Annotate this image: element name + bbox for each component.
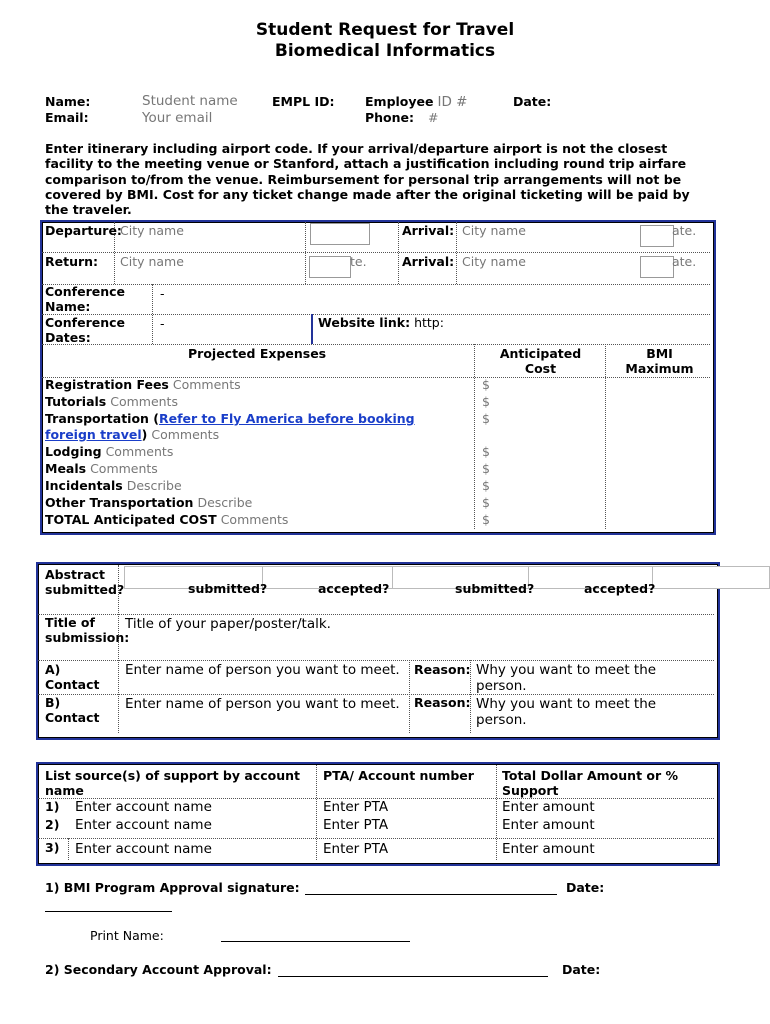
itinerary-instructions: Enter itinerary including airport code. If your arrival/departure airport is not the closest facility to the meeting venue or Stanford, attach a justification including round trip airfare comparison to/from the venue. Reimbursement for personal trip arrangements will not be covered by BMI. Cost for any ticket change made after the original ticketing will be paid by the traveler. (45, 141, 690, 218)
website-field[interactable] (318, 315, 444, 330)
emplid-label: EMPL ID: (272, 94, 335, 109)
conference-dates-label: Conference Dates: (45, 315, 126, 345)
expense-row-total[interactable]: TOTAL Anticipated COST Comments (45, 512, 289, 527)
projected-expenses-header: Projected Expenses (188, 346, 327, 361)
abstract-extra-field[interactable] (652, 566, 770, 589)
amount-field[interactable]: Enter amount (502, 817, 595, 833)
arrival2-date-field[interactable] (640, 256, 674, 278)
title-of-submission-field[interactable]: Title of your paper/poster/talk. (125, 616, 331, 632)
fly-america-link-cont[interactable]: foreign travel (45, 427, 142, 442)
pta-field[interactable]: Enter PTA (323, 799, 389, 815)
expense-cost[interactable]: $ (482, 444, 490, 459)
expense-row[interactable]: Registration Fees Comments (45, 377, 241, 392)
secondary-date-label: Date: (562, 962, 601, 977)
contact-b-field[interactable]: Enter name of person you want to meet. (125, 696, 400, 712)
print-name-line[interactable] (221, 941, 410, 942)
conference-dates-field[interactable]: - (160, 316, 165, 331)
reason-b-label: Reason: (414, 695, 471, 710)
departure-label: Departure: (45, 223, 122, 238)
submitted-label: submitted? (188, 584, 268, 596)
account-name-field[interactable]: Enter account name (75, 799, 212, 815)
bmi-signature-line[interactable] (305, 894, 557, 895)
support-row-num: 1) (45, 799, 60, 814)
pta-field[interactable]: Enter PTA (323, 817, 389, 833)
secondary-signature-line[interactable] (278, 976, 548, 977)
expense-cost[interactable]: $ (482, 495, 490, 510)
reason-a-label: Reason: (414, 662, 471, 677)
return-label: Return: (45, 254, 99, 269)
fly-america-link[interactable]: Refer to Fly America before booking (159, 411, 415, 426)
arrival2-label: Arrival: (402, 254, 455, 269)
name-label: Name: (45, 94, 91, 109)
support-source-header: List source(s) of support by account name (45, 768, 300, 798)
bmi-approval-label: 1) BMI Program Approval signature: (45, 880, 300, 895)
transportation-hint[interactable]: Comments (151, 427, 220, 442)
submitted2-label: submitted? (455, 584, 535, 596)
contact-b-label: B) Contact (45, 695, 100, 725)
contact-a-label: A) Contact (45, 662, 100, 692)
arrival2-date-suffix: ate. (672, 254, 697, 269)
return-city-field[interactable]: City name (120, 254, 184, 269)
abstract-submitted-label: Abstract submitted? (45, 567, 125, 597)
expense-row[interactable]: Lodging Comments (45, 444, 174, 459)
expense-cost[interactable]: $ (482, 377, 490, 392)
employee-id-field[interactable] (365, 94, 467, 110)
expense-cost[interactable]: $ (482, 461, 490, 476)
arrival-date-field[interactable] (640, 225, 674, 247)
phone-value: # (428, 110, 439, 125)
bmi-maximum-header: BMI Maximum (625, 346, 694, 376)
form-subtitle: Biomedical Informatics (274, 41, 496, 61)
conference-name-label: Conference Name: (45, 284, 126, 314)
phone-label: Phone: (365, 110, 415, 125)
employee-label: Employee (365, 94, 434, 109)
pta-field[interactable]: Enter PTA (323, 841, 389, 857)
email-label: Email: (45, 110, 89, 125)
title-of-submission-label: Title of submission: (45, 615, 130, 645)
website-value: http: (414, 315, 444, 330)
departure-city-field[interactable]: City name (120, 223, 184, 238)
secondary-approval-label: 2) Secondary Account Approval: (45, 962, 272, 977)
account-name-field[interactable]: Enter account name (75, 817, 212, 833)
departure-date-field[interactable] (310, 223, 370, 245)
reason-b-field[interactable]: Why you want to meet the person. (476, 696, 657, 728)
arrival2-city-field[interactable]: City name (462, 254, 526, 269)
date-label: Date: (513, 94, 552, 109)
phone-field[interactable] (365, 110, 439, 125)
employee-id-value: ID # (437, 94, 468, 110)
accepted2-label: accepted? (584, 584, 656, 596)
support-pta-header: PTA/ Account number (323, 768, 474, 783)
name-field[interactable]: Student name (142, 93, 238, 109)
bmi-date-line[interactable] (45, 911, 172, 912)
expense-row-transportation: Transportation (Refer to Fly America before booking (45, 411, 415, 426)
website-label: Website link: (318, 315, 411, 330)
form-title: Student Request for Travel (255, 20, 515, 40)
expense-cost[interactable]: $ (482, 411, 490, 426)
email-field[interactable]: Your email (142, 110, 213, 126)
expense-cost[interactable]: $ (482, 478, 490, 493)
arrival-city-field[interactable]: City name (462, 223, 526, 238)
expense-cost[interactable]: $ (482, 394, 490, 409)
return-date-field[interactable] (309, 256, 351, 278)
amount-field[interactable]: Enter amount (502, 799, 595, 815)
expense-row[interactable]: Tutorials Comments (45, 394, 178, 409)
accepted-label: accepted? (318, 584, 390, 596)
anticipated-cost-header: Anticipated Cost (499, 346, 582, 376)
support-row-num: 3) (45, 840, 60, 855)
contact-a-field[interactable]: Enter name of person you want to meet. (125, 662, 400, 678)
account-name-field[interactable]: Enter account name (75, 841, 212, 857)
expense-row[interactable]: Meals Comments (45, 461, 158, 476)
print-name-label: Print Name: (90, 928, 164, 943)
support-amount-header: Total Dollar Amount or % Support (502, 768, 679, 798)
arrival-date-suffix: ate. (672, 223, 697, 238)
reason-a-field[interactable]: Why you want to meet the person. (476, 662, 657, 694)
expense-cost-total[interactable]: $ (482, 512, 490, 527)
bmi-date-label: Date: (566, 880, 605, 895)
amount-field[interactable]: Enter amount (502, 841, 595, 857)
return-date-suffix: te. (350, 254, 367, 269)
support-row-num: 2) (45, 817, 60, 832)
expense-row[interactable]: Other Transportation Describe (45, 495, 253, 510)
conference-name-field[interactable]: - (160, 286, 165, 301)
arrival-label: Arrival: (402, 223, 455, 238)
expense-row[interactable]: Incidentals Describe (45, 478, 182, 493)
